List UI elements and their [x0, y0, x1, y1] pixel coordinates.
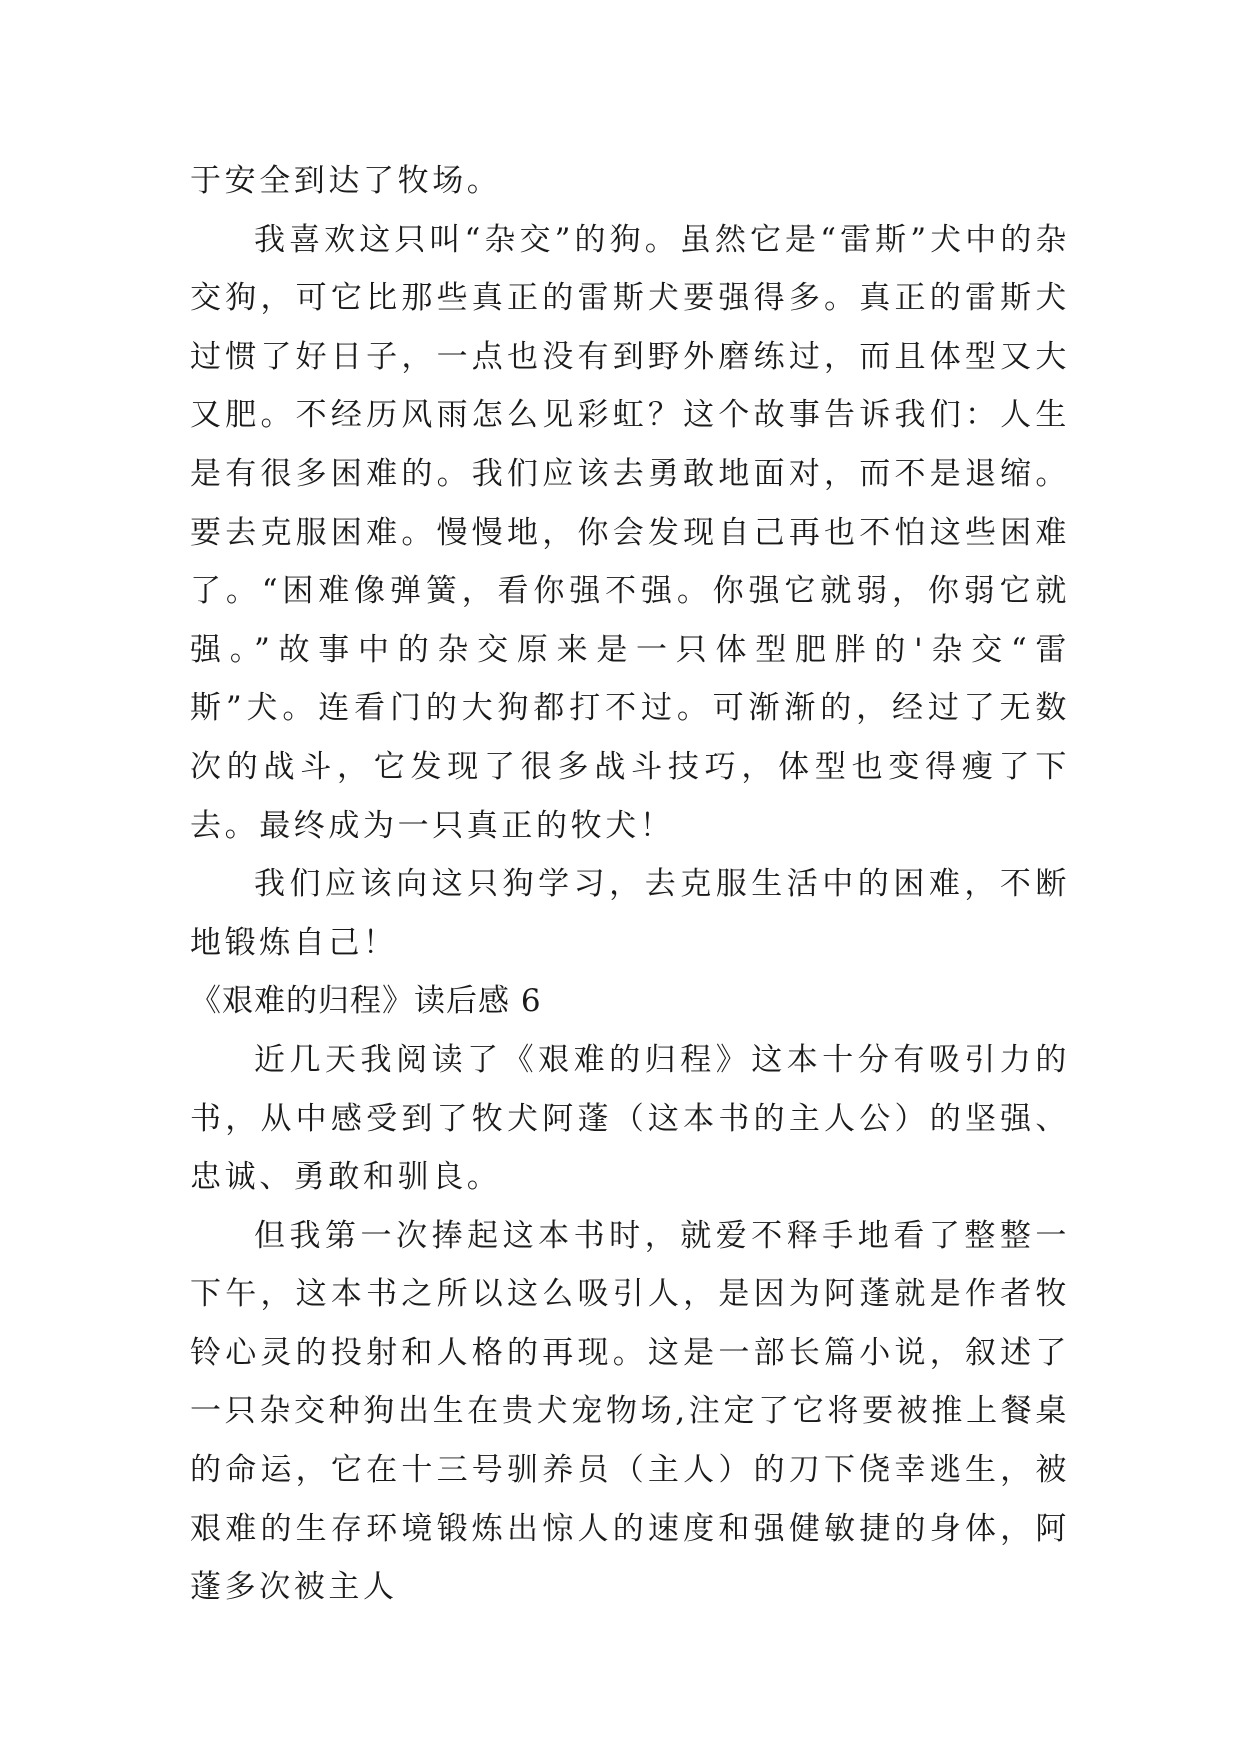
paragraph-summary: 但我第一次捧起这本书时，就爱不释手地看了整整一下午，这本书之所以这么吸引人，是因为阿蓬就是作者牧铃心灵的投射和人格的再现。这是一部长篇小说，叙述了一只杂交种狗出生在贵犬宠物场,注定了它将要被推上餐桌的命运，它在十三号驯养员（主人）的刀下侥幸逃生，被艰难的生存环境锻炼出惊人的速度和强健敏捷的身体，阿蓬多次被主人 [190, 1217, 1070, 1606]
document-body [190, 152, 1070, 1617]
paragraph-intro: 近几天我阅读了《艰难的归程》这本十分有吸引力的书，从中感受到了牧犬阿蓬（这本书的主人公）的坚强、忠诚、勇敢和驯良。 [190, 1041, 1070, 1196]
paragraph-conclusion: 我们应该向这只狗学习，去克服生活中的困难，不断地锻炼自己！ [190, 866, 1070, 961]
paragraph-continuation: 于安全到达了牧场。 [190, 163, 502, 199]
paragraph-dog-reflection: 我喜欢这只叫“杂交”的狗。虽然它是“雷斯”犬中的杂交狗，可它比那些真正的雷斯犬要强得多。真正的雷斯犬过惯了好日子，一点也没有到野外磨练过，而且体型又大又肥。不经历风雨怎么见彩虹？这个故事告诉我们：人生是有很多困难的。我们应该去勇敢地面对，而不是退缩。要去克服困难。慢慢地，你会发现自己再也不怕这些困难了。“困难像弹簧，看你强不强。你强它就弱，你弱它就强。”故事中的杂交原来是一只体型肥胖的'杂交“雷斯”犬。连看门的大狗都打不过。可渐渐的，经过了无数次的战斗，它发现了很多战斗技巧，体型也变得瘦了下去。最终成为一只真正的牧犬！ [190, 221, 1070, 844]
section-heading: 《艰难的归程》读后感 6 [190, 983, 542, 1020]
